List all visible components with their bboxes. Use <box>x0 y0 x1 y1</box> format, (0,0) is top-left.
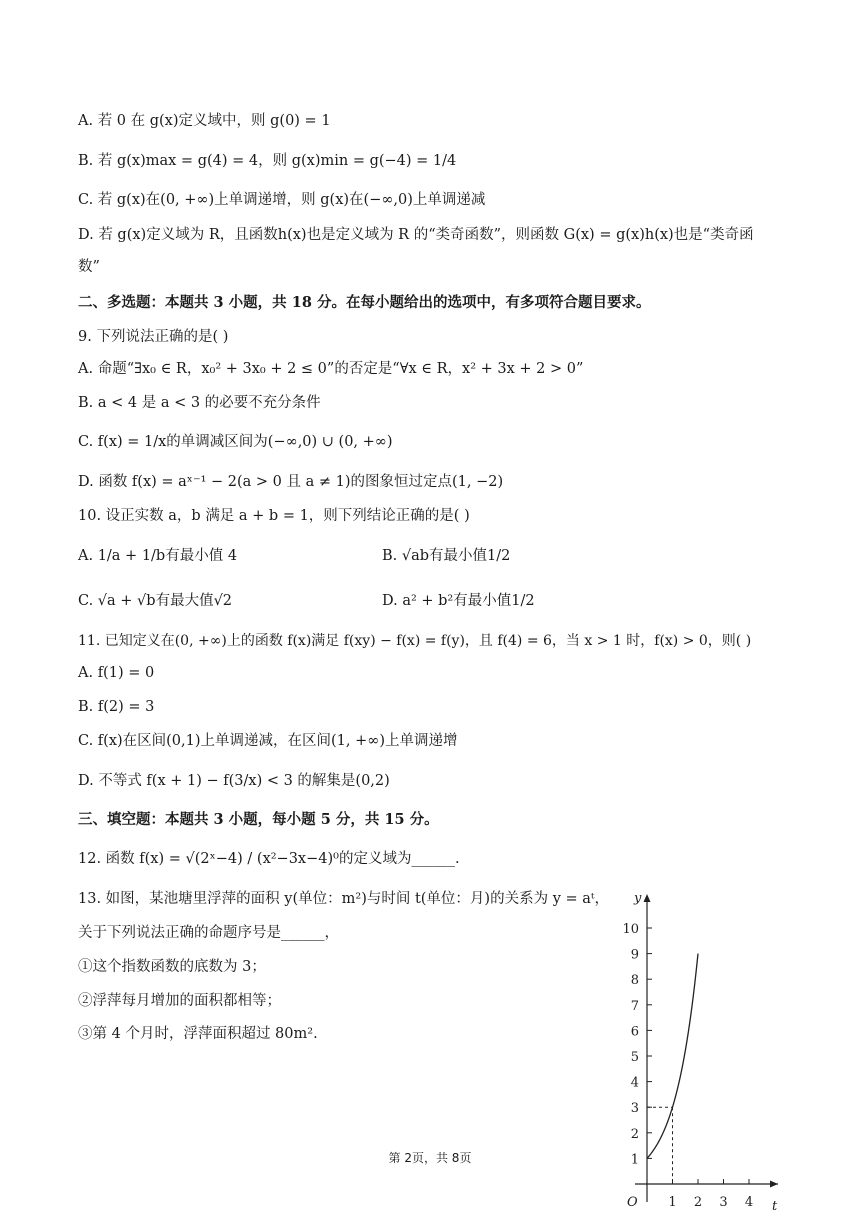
q8-option-d-cont: 数” <box>78 259 100 275</box>
q9-option-d: D. 函数 f(x) = aˣ⁻¹ − 2(a > 0 且 a ≠ 1)的图象恒过定点(1, −2) <box>78 474 504 490</box>
origin-label: O <box>627 1195 638 1210</box>
q10-option-a: A. 1/a + 1/b有最小值 4 <box>78 548 238 564</box>
q11-option-b: B. f(2) = 3 <box>78 699 155 715</box>
y-axis-arrow <box>644 894 651 902</box>
q13-statement-3: ③第 4 个月时，浮萍面积超过 80m². <box>78 1026 318 1042</box>
q12-stem: 12. 函数 f(x) = √(2ˣ−4) / (x²−3x−4)⁰的定义域为______. <box>78 851 460 867</box>
y-tick-label: 10 <box>622 922 639 937</box>
page-footer: 第 2页，共 8页 <box>388 1151 472 1165</box>
q13-stem: 13. 如图，某池塘里浮萍的面积 y(单位：m²)与时间 t(单位：月)的关系为 y = aᵗ， <box>78 891 609 907</box>
x-axis-arrow <box>770 1181 778 1188</box>
q10-option-d: D. a² + b²有最小值1/2 <box>382 593 535 609</box>
q13-statement-2: ②浮萍每月增加的面积都相等； <box>78 993 281 1009</box>
q11-stem: 11. 已知定义在(0, +∞)上的函数 f(x)满足 f(xy) − f(x) = f(y)，且 f(4) = 6，当 x > 1 时，f(x) > 0，则( ) <box>78 633 752 649</box>
y-tick-label: 1 <box>630 1152 639 1168</box>
x-tick-label: 2 <box>693 1195 703 1210</box>
q10-option-c: C. √a + √b有最大值√2 <box>78 593 233 609</box>
x-axis-label: t <box>772 1199 778 1212</box>
y-tick-label: 8 <box>630 973 639 989</box>
y-tick-label: 2 <box>630 1126 639 1142</box>
q9-option-b: B. a < 4 是 a < 3 的必要不充分条件 <box>78 395 321 411</box>
section-2-heading: 二、多选题：本题共 3 小题，共 18 分。在每小题给出的选项中，有多项符合题目要求。 <box>78 294 651 311</box>
q9-option-c: C. f(x) = 1/x的单调减区间为(−∞,0) ∪ (0, +∞) <box>78 434 393 450</box>
q8-option-d: D. 若 g(x)定义域为 R，且函数h(x)也是定义域为 R 的“类奇函数”，则函数 G(x) = g(x)h(x)也是“类奇函 <box>78 227 754 243</box>
y-tick-label: 5 <box>630 1050 639 1065</box>
y-tick-label: 3 <box>630 1101 639 1117</box>
y-tick-label: 6 <box>630 1024 639 1040</box>
q13-stem-cont: 关于下列说法正确的命题序号是______， <box>78 925 339 941</box>
q8-option-c: C. 若 g(x)在(0, +∞)上单调递增，则 g(x)在(−∞,0)上单调递减 <box>78 192 486 208</box>
q11-option-c: C. f(x)在区间(0,1)上单调递减，在区间(1, +∞)上单调递增 <box>78 733 458 749</box>
section-3-heading: 三、填空题：本题共 3 小题，每小题 5 分，共 15 分。 <box>78 811 439 828</box>
q11-option-d: D. 不等式 f(x + 1) − f(3/x) < 3 的解集是(0,2) <box>78 773 390 789</box>
x-tick-label: 1 <box>668 1195 677 1210</box>
q10-option-b: B. √ab有最小值1/2 <box>382 548 511 564</box>
q10-stem: 10. 设正实数 a，b 满足 a + b = 1，则下列结论正确的是( ) <box>78 508 470 524</box>
y-tick-label: 7 <box>630 998 639 1014</box>
q9-option-a: A. 命题“∃x₀ ∈ R，x₀² + 3x₀ + 2 ≤ 0”的否定是“∀x ∈ R，x² + 3x + 2 > 0” <box>78 361 584 377</box>
q8-option-b: B. 若 g(x)max = g(4) = 4，则 g(x)min = g(−4) = 1/4 <box>78 153 457 169</box>
x-tick-label: 4 <box>744 1195 754 1210</box>
y-tick-label: 4 <box>630 1075 639 1091</box>
q9-stem: 9. 下列说法正确的是( ) <box>78 329 229 345</box>
y-tick-label: 9 <box>630 947 639 963</box>
x-tick-label: 3 <box>719 1195 728 1210</box>
y-axis-label: y <box>634 891 642 906</box>
q13-statement-1: ①这个指数函数的底数为 3； <box>78 959 266 975</box>
q11-option-a: A. f(1) = 0 <box>78 665 155 681</box>
q8-option-a: A. 若 0 在 g(x)定义域中，则 g(0) = 1 <box>78 113 331 129</box>
